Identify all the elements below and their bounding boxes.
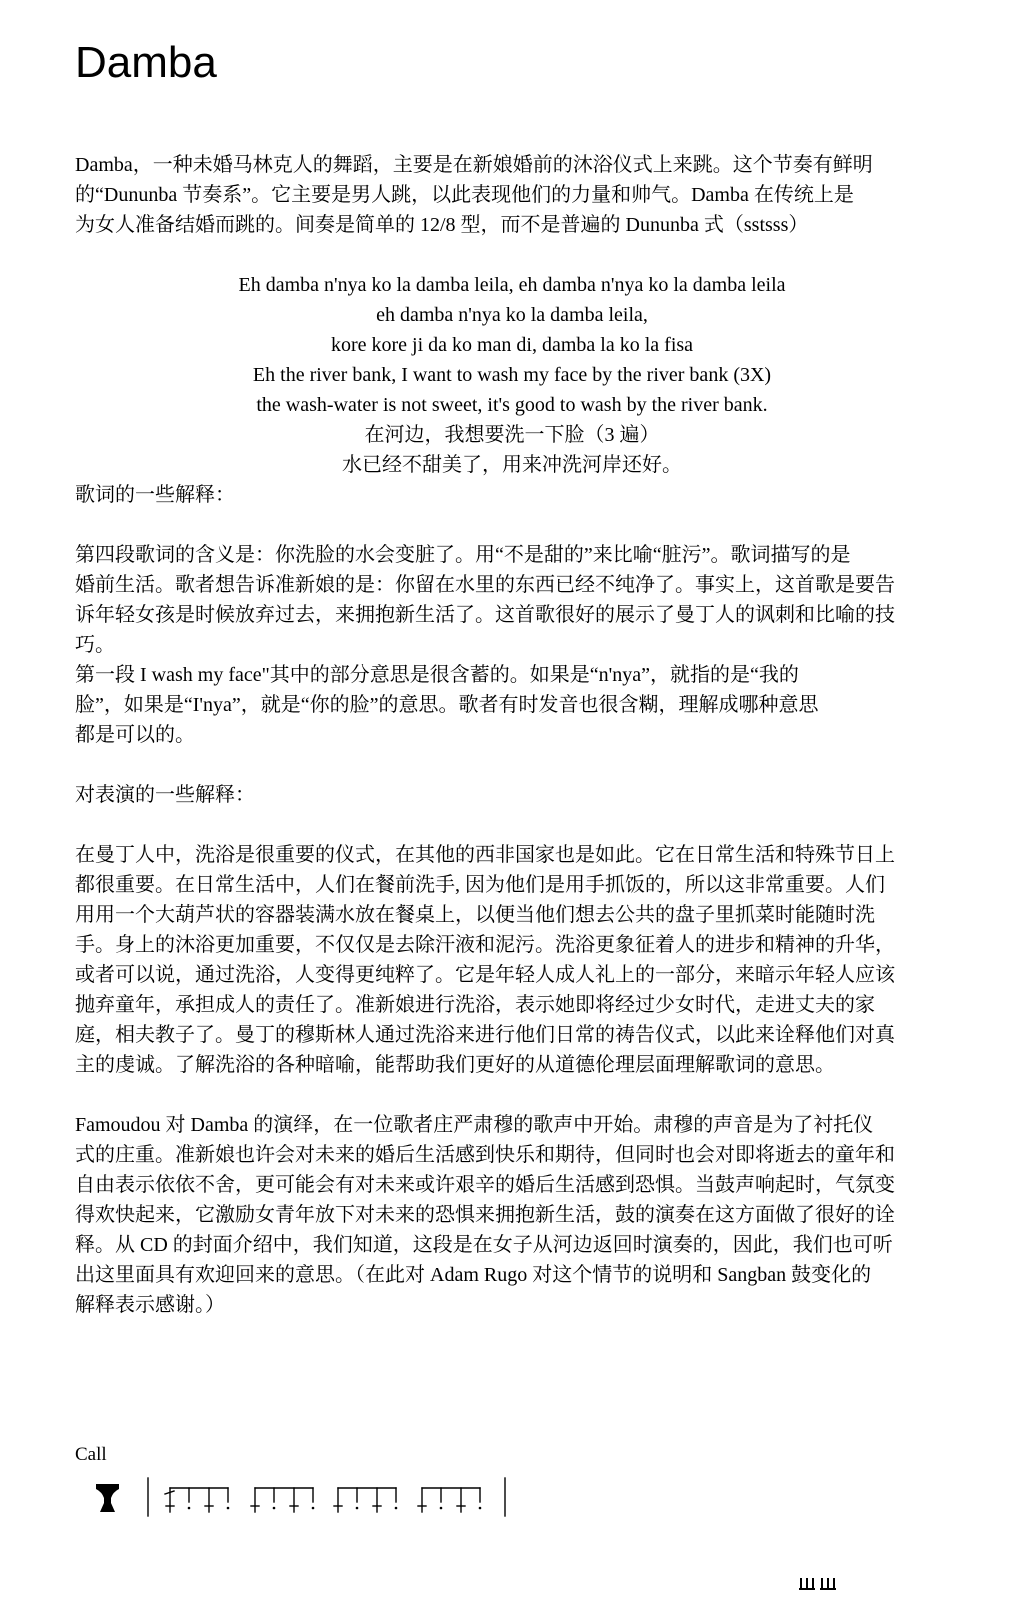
document-body	[0, 150, 1024, 1320]
spacer	[0, 750, 1024, 780]
intro-paragraph	[0, 150, 1024, 240]
note-dot	[440, 1507, 443, 1510]
note-groups	[166, 1488, 481, 1512]
lyrics-notes-paragraph	[0, 660, 1024, 750]
intro-line: 的“Dununba 节奏系”。它主要是男人跳，以此表现他们的力量和帅气。Damba 在传统上是	[75, 184, 854, 206]
paragraph-line: 得欢快起来，它激励女青年放下对未来的恐惧来拥抱新生活，鼓的演奏在这方面做了很好的诠	[75, 1204, 895, 1226]
paragraph-line: 式的庄重。准新娘也许会对未来的婚后生活感到快乐和期待，但同时也会对即将逝去的童年和	[75, 1144, 895, 1166]
paragraph-line: 解释表示感谢。）	[75, 1294, 225, 1316]
note-dot	[227, 1507, 230, 1510]
note-dot	[395, 1507, 398, 1510]
lyrics-notes-paragraph	[0, 540, 1024, 660]
next-line-fragment	[800, 1579, 835, 1589]
beat-group	[418, 1488, 481, 1512]
paragraph-line: 出这里面具有欢迎回来的意思。（在此对 Adam Rugo 对这个情节的说明和 Sangban 鼓变化的	[75, 1264, 872, 1286]
lyrics-notes	[0, 480, 1024, 750]
performance-notes-paragraph	[0, 1110, 1024, 1320]
note-dot	[188, 1507, 191, 1510]
paragraph-line: 主的虔诚。了解洗浴的各种暗喻，能帮助我们更好的从道德伦理层面理解歌词的意思。	[75, 1054, 835, 1076]
paragraph-line: 诉年轻女孩是时候放弃过去，来拥抱新生活了。这首歌很好的展示了曼丁人的讽刺和比喻的技	[75, 604, 895, 626]
djembe-icon	[96, 1484, 119, 1512]
paragraph-line: Famoudou 对 Damba 的演绎，在一位歌者庄严肃穆的歌声中开始。肃穆的声音是为了衬托仪	[75, 1114, 874, 1136]
spacer	[0, 510, 1024, 540]
note-dot	[356, 1507, 359, 1510]
beat-group	[166, 1488, 229, 1512]
paragraph-line: 自由表示依依不舍，更可能会有对未来或许艰辛的婚后生活感到恐惧。当鼓声响起时，气氛变	[75, 1174, 895, 1196]
paragraph-line: 第一段 I wash my face"其中的部分意思是很含蓄的。如果是“n'nya”，就指的是“我的	[75, 664, 799, 686]
paragraph-line: 第四段歌词的含义是：你洗脸的水会变脏了。用“不是甜的”来比喻“脏污”。歌词描写的是	[75, 544, 851, 566]
note-dot	[273, 1507, 276, 1510]
spacer	[0, 240, 1024, 270]
paragraph-line: 在曼丁人中，洗浴是很重要的仪式，在其他的西非国家也是如此。它在日常生活和特殊节日上	[75, 844, 895, 866]
notation-label: Call	[75, 1444, 107, 1465]
beat-group	[334, 1488, 397, 1512]
note-dot	[479, 1507, 482, 1510]
performance-notes	[0, 780, 1024, 1320]
spacer	[0, 1080, 1024, 1110]
performance-notes-paragraph	[0, 840, 1024, 1080]
lyric-line: kore kore ji da ko man di, damba la ko la fisa	[330, 334, 694, 356]
lyric-line: Eh the river bank, I want to wash my face by the river bank (3X)	[252, 364, 772, 386]
lyrics-notes-heading: 歌词的一些解释：	[75, 484, 235, 506]
drum-notation	[0, 1470, 1024, 1608]
paragraph-line: 或者可以说，通过洗浴，人变得更纯粹了。它是年轻人成人礼上的一部分，来暗示年轻人应该	[75, 964, 895, 986]
page-title: Damba	[75, 38, 217, 87]
lyric-line: 水已经不甜美了，用来冲洗河岸还好。	[342, 454, 682, 476]
intro-line: Damba，一种未婚马林克人的舞蹈，主要是在新娘婚前的沐浴仪式上来跳。这个节奏有鲜明	[75, 154, 873, 176]
intro-line: 为女人准备结婚而跳的。间奏是简单的 12/8 型，而不是普遍的 Dununba 式（sstsss）	[75, 214, 809, 236]
lyric-line: Eh damba n'nya ko la damba leila, eh damba n'nya ko la damba leila	[238, 274, 786, 296]
paragraph-line: 庭，相夫教子了。曼丁的穆斯林人通过洗浴来进行他们日常的祷告仪式，以此来诠释他们对真	[75, 1024, 895, 1046]
paragraph-line: 脸”，如果是“I'nya”，就是“你的脸”的意思。歌者有时发音也很含糊，理解成哪种意思	[75, 694, 819, 716]
note-dot	[312, 1507, 315, 1510]
paragraph-line: 用用一个大葫芦状的容器装满水放在餐桌上，以便当他们想去公共的盘子里抓菜时能随时洗	[75, 904, 875, 926]
paragraph-line: 手。身上的沐浴更加重要，不仅仅是去除汗液和泥污。洗浴更象征着人的进步和精神的升华，	[75, 934, 895, 956]
spacer	[0, 810, 1024, 840]
lyric-line: eh damba n'nya ko la damba leila,	[376, 304, 648, 326]
paragraph-line: 抛弃童年，承担成人的责任了。准新娘进行洗浴，表示她即将经过少女时代，走进丈夫的家	[75, 994, 875, 1016]
paragraph-line: 都是可以的。	[75, 724, 195, 746]
paragraph-line: 释。从 CD 的封面介绍中，我们知道，这段是在女子从河边返回时演奏的，因此，我们也可听	[75, 1234, 893, 1256]
paragraph-line: 都很重要。在日常生活中，人们在餐前洗手, 因为他们是用手抓饭的，所以这非常重要。人们	[75, 874, 885, 896]
beat-group	[251, 1488, 314, 1512]
lyrics-block	[0, 270, 1024, 480]
paragraph-line: 巧。	[75, 634, 115, 656]
lyric-line: 在河边，我想要洗一下脸（3 遍）	[364, 424, 660, 446]
lyric-line: the wash-water is not sweet, it's good to wash by the river bank.	[256, 394, 768, 416]
paragraph-line: 婚前生活。歌者想告诉准新娘的是：你留在水里的东西已经不纯净了。事实上，这首歌是要告	[75, 574, 895, 596]
performance-notes-heading: 对表演的一些解释：	[75, 784, 255, 806]
